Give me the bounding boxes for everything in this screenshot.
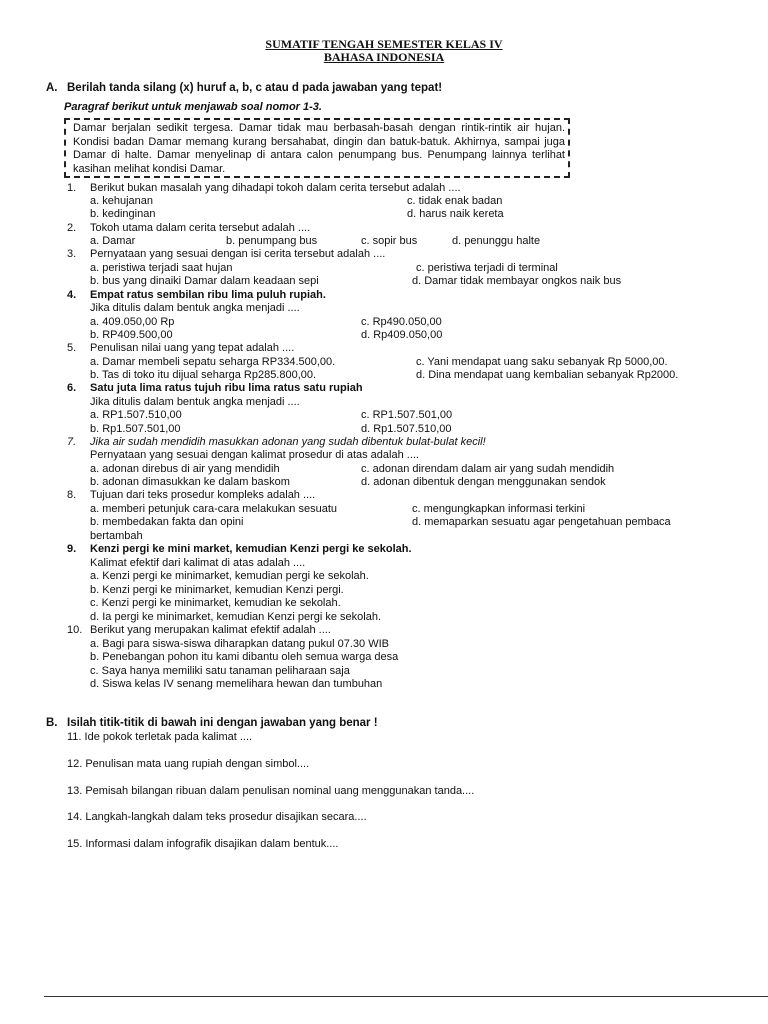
option-b: b. Rp1.507.501,00 — [90, 423, 181, 435]
footer-divider — [44, 996, 768, 997]
question-number: 7. — [67, 436, 77, 448]
option-d: d. Damar tidak membayar ongkos naik bus — [412, 275, 622, 287]
question-subtext: Pernyataan yang sesuai dengan kalimat prosedur di atas adalah .... — [90, 449, 419, 461]
option-a: a. Damar — [90, 235, 136, 247]
option-c: c. Saya hanya memiliki satu tanaman peliharaan saja — [90, 665, 350, 677]
question-number: 6. — [67, 382, 77, 394]
option-d: d. Rp409.050,00 — [361, 329, 443, 341]
section-b-heading: Isilah titik-titik di bawah ini dengan jawaban yang benar ! — [67, 717, 378, 729]
section-a-letter: A. — [46, 82, 58, 94]
option-d: d. memaparkan sesuatu agar pengetahuan pembaca — [412, 516, 671, 528]
option-c: c. sopir bus — [361, 235, 418, 247]
paragraph-intro: Paragraf berikut untuk menjawab soal nomor 1-3. — [64, 101, 322, 113]
question-text: Jika air sudah mendidih masukkan adonan yang sudah dibentuk bulat-bulat kecil! — [90, 436, 486, 448]
question-text: Pernyataan yang sesuai dengan isi cerita tersebut adalah .... — [90, 248, 386, 260]
option-a: a. kehujanan — [90, 195, 153, 207]
option-b: b. bus yang dinaiki Damar dalam keadaan sepi — [90, 275, 319, 287]
option-d: d. harus naik kereta — [407, 208, 504, 220]
essay-question: 11. Ide pokok terletak pada kalimat .... — [67, 731, 253, 743]
option-c: c. peristiwa terjadi di terminal — [416, 262, 558, 274]
question-number: 3. — [67, 248, 77, 260]
question-text: Tokoh utama dalam cerita tersebut adalah .... — [90, 222, 311, 234]
section-a-heading: Berilah tanda silang (x) huruf a, b, c atau d pada jawaban yang tepat! — [67, 82, 443, 94]
option-d: d. Dina mendapat uang kembalian sebanyak Rp2000. — [416, 369, 679, 381]
question-text: Tujuan dari teks prosedur kompleks adalah .... — [90, 489, 316, 501]
option-a: a. adonan direbus di air yang mendidih — [90, 463, 280, 475]
question-number: 5. — [67, 342, 77, 354]
question-text: Satu juta lima ratus tujuh ribu lima ratus satu rupiah — [90, 382, 363, 394]
question-number: 2. — [67, 222, 77, 234]
essay-question: 15. Informasi dalam infografik disajikan dalam bentuk.... — [67, 838, 339, 850]
essay-question: 12. Penulisan mata uang rupiah dengan simbol.... — [67, 758, 310, 770]
option-d: d. Rp1.507.510,00 — [361, 423, 452, 435]
option-b: b. Kenzi pergi ke minimarket, kemudian Kenzi pergi. — [90, 584, 344, 596]
option-a: a. RP1.507.510,00 — [90, 409, 182, 421]
option-d: d. penunggu halte — [452, 235, 541, 247]
reading-paragraph: Damar berjalan sedikit tergesa. Damar tidak mau berbasah-basah dengan rintik-rintik air hujan. Kondisi badan Damar memang kurang bersahabat, dingin dan batuk-batuk. Akhirnya, sampai juga Damar di halte. Damar menyelinap di antara calon penumpang bus. Penumpang lainnya terlihat kasihan melihat kondisi Damar. — [73, 122, 565, 175]
question-number: 9. — [67, 543, 77, 555]
option-a: a. peristiwa terjadi saat hujan — [90, 262, 233, 274]
option-c: c. tidak enak badan — [407, 195, 503, 207]
option-d: d. adonan dibentuk dengan menggunakan sendok — [361, 476, 606, 488]
question-text: Empat ratus sembilan ribu lima puluh rupiah. — [90, 289, 326, 301]
section-b-letter: B. — [46, 717, 58, 729]
question-text: Kenzi pergi ke mini market, kemudian Kenzi pergi ke sekolah. — [90, 543, 412, 555]
page-subtitle: BAHASA INDONESIA — [323, 50, 445, 64]
option-b: b. kedinginan — [90, 208, 156, 220]
option-a: a. Bagi para siswa-siswa diharapkan datang pukul 07.30 WIB — [90, 638, 390, 650]
option-a: a. Damar membeli sepatu seharga RP334.500,00. — [90, 356, 336, 368]
question-subtext: Jika ditulis dalam bentuk angka menjadi .... — [90, 396, 300, 408]
option-b: b. adonan dimasukkan ke dalam baskom — [90, 476, 290, 488]
option-d-continued: bertambah — [90, 530, 143, 542]
page-title: SUMATIF TENGAH SEMESTER KELAS IV — [265, 37, 503, 51]
question-number: 10. — [67, 624, 83, 636]
question-text: Berikut bukan masalah yang dihadapi tokoh dalam cerita tersebut adalah .... — [90, 182, 461, 194]
option-c: c. RP1.507.501,00 — [361, 409, 453, 421]
option-d: d. Ia pergi ke minimarket, kemudian Kenzi pergi ke sekolah. — [90, 611, 382, 623]
option-b: b. Tas di toko itu dijual seharga Rp285.800,00. — [90, 369, 317, 381]
essay-question: 14. Langkah-langkah dalam teks prosedur disajikan secara.... — [67, 811, 367, 823]
option-c: c. adonan direndam dalam air yang sudah mendidih — [361, 463, 615, 475]
question-text: Berikut yang merupakan kalimat efektif adalah .... — [90, 624, 331, 636]
option-b: b. penumpang bus — [226, 235, 318, 247]
option-c: c. Kenzi pergi ke minimarket, kemudian ke sekolah. — [90, 597, 341, 609]
option-a: a. memberi petunjuk cara-cara melakukan sesuatu — [90, 503, 338, 515]
question-number: 1. — [67, 182, 77, 194]
option-b: b. RP409.500,00 — [90, 329, 173, 341]
question-number: 4. — [67, 289, 77, 301]
question-subtext: Jika ditulis dalam bentuk angka menjadi .... — [90, 302, 300, 314]
option-a: a. 409.050,00 Rp — [90, 316, 175, 328]
option-c: c. Yani mendapat uang saku sebanyak Rp 5000,00. — [416, 356, 668, 368]
option-c: c. Rp490.050,00 — [361, 316, 442, 328]
question-subtext: Kalimat efektif dari kalimat di atas adalah .... — [90, 557, 306, 569]
option-c: c. mengungkapkan informasi terkini — [412, 503, 586, 515]
question-text: Penulisan nilai uang yang tepat adalah .... — [90, 342, 295, 354]
question-number: 8. — [67, 489, 77, 501]
option-d: d. Siswa kelas IV senang memelihara hewan dan tumbuhan — [90, 678, 383, 690]
option-a: a. Kenzi pergi ke minimarket, kemudian pergi ke sekolah. — [90, 570, 369, 582]
option-b: b. Penebangan pohon itu kami dibantu oleh semua warga desa — [90, 651, 399, 663]
option-b: b. membedakan fakta dan opini — [90, 516, 244, 528]
essay-question: 13. Pemisah bilangan ribuan dalam penulisan nominal uang menggunakan tanda.... — [67, 785, 475, 797]
